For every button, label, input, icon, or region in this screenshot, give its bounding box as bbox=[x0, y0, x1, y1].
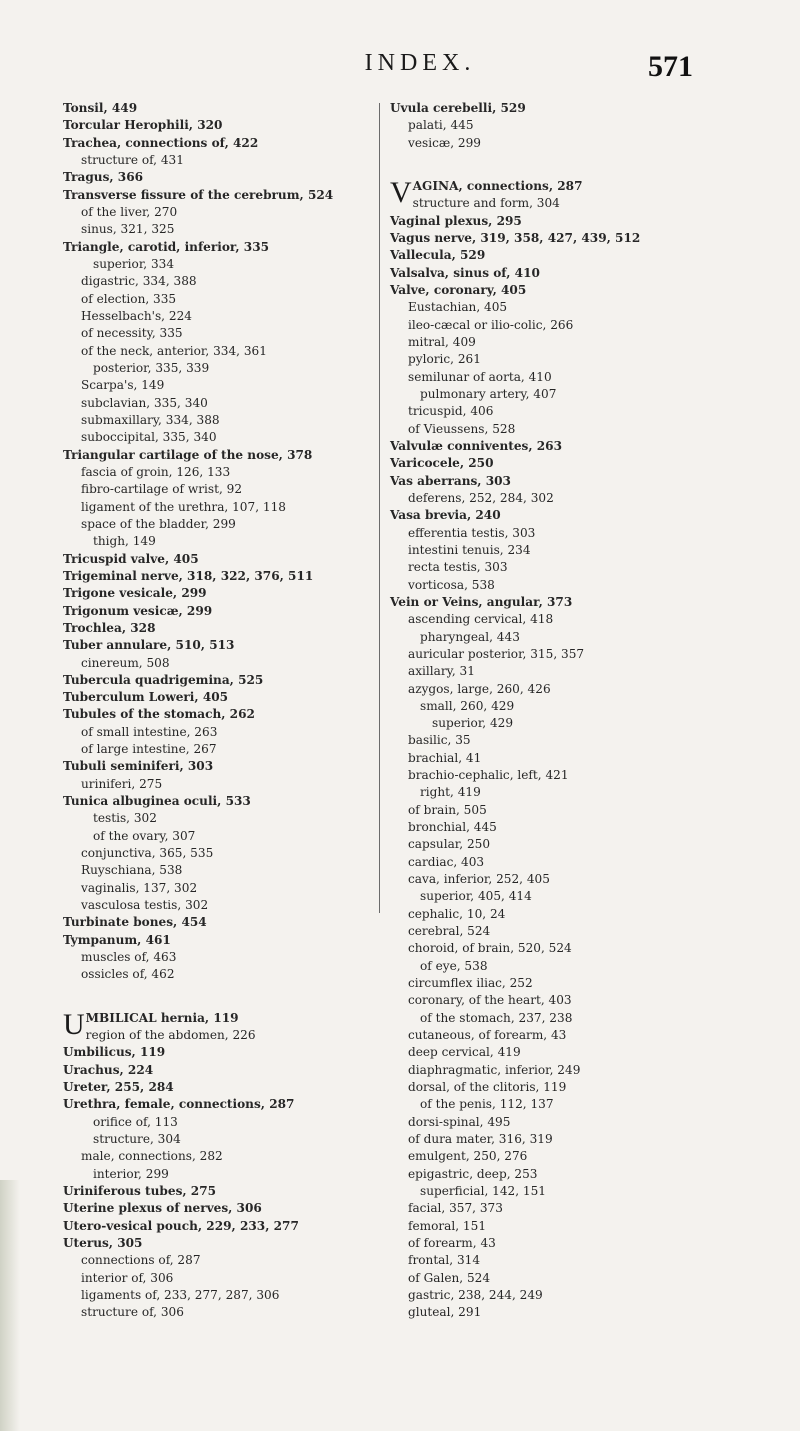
index-entry: Trachea, connections of, 422 bbox=[63, 135, 259, 150]
index-subentry: male, connections, 282 bbox=[81, 1149, 223, 1164]
index-subentry: bronchial, 445 bbox=[408, 820, 497, 835]
index-subentry: cephalic, 10, 24 bbox=[408, 906, 506, 921]
index-subentry: circumflex iliac, 252 bbox=[408, 976, 533, 991]
index-subentry: recta testis, 303 bbox=[408, 560, 508, 575]
index-subentry: superior, 334 bbox=[93, 256, 175, 271]
index-subentry: gluteal, 291 bbox=[408, 1305, 482, 1320]
index-subentry: vorticosa, 538 bbox=[408, 577, 495, 592]
index-subentry: azygos, large, 260, 426 bbox=[408, 681, 551, 696]
index-subentry: space of the bladder, 299 bbox=[81, 516, 236, 531]
index-subentry: cava, inferior, 252, 405 bbox=[408, 872, 550, 887]
index-subentry: of brain, 505 bbox=[408, 802, 487, 817]
index-subentry: dorsal, of the clitoris, 119 bbox=[408, 1080, 567, 1095]
index-subentry: cerebral, 524 bbox=[408, 924, 491, 939]
index-entry: Uvula cerebelli, 529 bbox=[390, 101, 526, 115]
index-subentry: brachial, 41 bbox=[408, 750, 482, 765]
index-subentry: of forearm, 43 bbox=[408, 1236, 496, 1250]
index-subentry: fascia of groin, 126, 133 bbox=[81, 464, 231, 479]
index-subentry: vasculosa testis, 302 bbox=[81, 898, 209, 913]
index-subentry: structure and form, 304 bbox=[412, 196, 560, 211]
index-entry: Tympanum, 461 bbox=[63, 932, 171, 947]
index-subentry: tricuspid, 406 bbox=[408, 404, 494, 419]
index-entry: Valvulæ conniventes, 263 bbox=[390, 438, 562, 453]
index-subentry: femoral, 151 bbox=[408, 1218, 487, 1233]
index-subentry: region of the abdomen, 226 bbox=[85, 1028, 256, 1043]
index-subentry: deep cervical, 419 bbox=[408, 1045, 521, 1060]
index-entry: Varicocele, 250 bbox=[390, 456, 494, 471]
index-entry: Vasa brevia, 240 bbox=[390, 508, 501, 523]
index-entry: Uterus, 305 bbox=[63, 1236, 143, 1250]
index-entry: Uriniferous tubes, 275 bbox=[63, 1184, 217, 1199]
index-subentry: submaxillary, 334, 388 bbox=[81, 412, 220, 427]
index-subentry: brachio-cephalic, left, 421 bbox=[408, 768, 569, 783]
index-subentry: pulmonary artery, 407 bbox=[420, 386, 557, 401]
index-subentry: facial, 357, 373 bbox=[408, 1201, 503, 1216]
index-subentry: right, 419 bbox=[420, 785, 481, 800]
index-subentry: ossicles of, 462 bbox=[81, 967, 175, 982]
index-entry: Utero-vesical pouch, 229, 233, 277 bbox=[63, 1218, 299, 1233]
index-subentry: superior, 405, 414 bbox=[420, 889, 532, 904]
index-subentry: gastric, 238, 244, 249 bbox=[408, 1287, 543, 1302]
index-entry: Umbilicus, 119 bbox=[63, 1045, 166, 1060]
index-entry: Triangle, carotid, inferior, 335 bbox=[63, 239, 270, 254]
index-subentry: ascending cervical, 418 bbox=[408, 612, 554, 627]
index-entry: Trigone vesicale, 299 bbox=[63, 586, 207, 601]
index-entry: Vallecula, 529 bbox=[390, 248, 486, 263]
index-subentry: of the penis, 112, 137 bbox=[420, 1097, 554, 1112]
index-subentry: Hesselbach's, 224 bbox=[81, 308, 192, 323]
drop-cap: U bbox=[63, 1007, 85, 1041]
drop-cap: V bbox=[390, 175, 412, 209]
index-entry: Urethra, female, connections, 287 bbox=[63, 1097, 295, 1112]
page-number: 571 bbox=[648, 50, 693, 83]
index-subentry: cinereum, 508 bbox=[81, 655, 170, 670]
index-entry: Torcular Herophili, 320 bbox=[63, 118, 223, 133]
index-subentry: subclavian, 335, 340 bbox=[81, 395, 208, 410]
index-subentry: of the ovary, 307 bbox=[93, 828, 196, 843]
index-subentry: semilunar of aorta, 410 bbox=[408, 369, 552, 384]
index-entry: Valsalva, sinus of, 410 bbox=[390, 265, 540, 280]
index-subentry: pharyngeal, 443 bbox=[420, 629, 520, 644]
index-subentry: of large intestine, 267 bbox=[81, 742, 217, 757]
index-subentry: emulgent, 250, 276 bbox=[408, 1149, 528, 1164]
index-subentry: structure, 304 bbox=[93, 1132, 181, 1147]
index-entry: Vas aberrans, 303 bbox=[390, 473, 511, 488]
index-subentry: cutaneous, of forearm, 43 bbox=[408, 1028, 567, 1043]
entry-text: MBILICAL hernia, 119 bbox=[85, 1010, 239, 1025]
index-entry: Vein or Veins, angular, 373 bbox=[390, 594, 573, 609]
running-title: INDEX. bbox=[364, 50, 476, 76]
index-subentry: epigastric, deep, 253 bbox=[408, 1166, 538, 1181]
index-entry: Trigeminal nerve, 318, 322, 376, 511 bbox=[63, 568, 314, 583]
index-entry: Transverse fissure of the cerebrum, 524 bbox=[63, 187, 334, 202]
index-subentry: suboccipital, 335, 340 bbox=[81, 430, 217, 445]
index-entry: Trochlea, 328 bbox=[63, 620, 156, 635]
index-entry: Uterine plexus of nerves, 306 bbox=[63, 1201, 262, 1216]
index-entry: Valve, coronary, 405 bbox=[390, 282, 527, 297]
index-subentry: ileo-cæcal or ilio-colic, 266 bbox=[408, 317, 574, 332]
index-entry: Tonsil, 449 bbox=[63, 101, 138, 115]
index-subentry: mitral, 409 bbox=[408, 334, 476, 349]
index-subentry: conjunctiva, 365, 535 bbox=[81, 846, 214, 861]
index-entry: Tunica albuginea oculi, 533 bbox=[63, 794, 251, 809]
index-subentry: axillary, 31 bbox=[408, 664, 475, 679]
index-subentry: of election, 335 bbox=[81, 291, 177, 306]
index-entry: Urachus, 224 bbox=[63, 1062, 154, 1077]
index-subentry: of Vieussens, 528 bbox=[408, 421, 516, 436]
index-subentry: capsular, 250 bbox=[408, 837, 491, 852]
running-head bbox=[0, 50, 800, 86]
index-subentry: ligaments of, 233, 277, 287, 306 bbox=[81, 1287, 280, 1302]
index-subentry: superior, 429 bbox=[432, 716, 514, 731]
index-entry: Triangular cartilage of the nose, 378 bbox=[63, 447, 313, 462]
index-subentry: Eustachian, 405 bbox=[408, 300, 508, 315]
index-subentry: of necessity, 335 bbox=[81, 326, 183, 341]
index-subentry: efferentia testis, 303 bbox=[408, 525, 536, 540]
index-entry: Tragus, 366 bbox=[63, 170, 144, 185]
index-subentry: interior of, 306 bbox=[81, 1270, 174, 1285]
index-subentry: of Galen, 524 bbox=[408, 1270, 491, 1285]
index-entry: Tuber annulare, 510, 513 bbox=[63, 638, 235, 653]
index-subentry: deferens, 252, 284, 302 bbox=[408, 490, 554, 505]
index-subentry: testis, 302 bbox=[93, 811, 157, 826]
index-subentry: of the liver, 270 bbox=[81, 204, 178, 219]
index-subentry: small, 260, 429 bbox=[420, 698, 515, 713]
index-subentry: auricular posterior, 315, 357 bbox=[408, 646, 585, 661]
index-subentry: uriniferi, 275 bbox=[81, 776, 163, 791]
index-subentry: ligament of the urethra, 107, 118 bbox=[81, 499, 286, 514]
index-subentry: dorsi-spinal, 495 bbox=[408, 1114, 511, 1129]
index-subentry: diaphragmatic, inferior, 249 bbox=[408, 1062, 581, 1077]
index-entry: Turbinate bones, 454 bbox=[63, 915, 207, 930]
entry-text: AGINA, connections, 287 bbox=[412, 178, 583, 193]
index-subentry: muscles of, 463 bbox=[81, 950, 177, 965]
index-entry: Vagus nerve, 319, 358, 427, 439, 512 bbox=[390, 230, 641, 245]
index-subentry: vaginalis, 137, 302 bbox=[81, 880, 198, 895]
index-subentry: structure of, 306 bbox=[81, 1305, 184, 1320]
index-entry: Tubercula quadrigemina, 525 bbox=[63, 672, 264, 687]
index-entry: Tubules of the stomach, 262 bbox=[63, 707, 255, 722]
index-subentry: orifice of, 113 bbox=[93, 1114, 178, 1129]
index-subentry: fibro-cartilage of wrist, 92 bbox=[81, 482, 243, 497]
section-gap bbox=[390, 152, 790, 178]
index-subentry: choroid, of brain, 520, 524 bbox=[408, 941, 572, 956]
index-subentry: superficial, 142, 151 bbox=[420, 1184, 547, 1199]
index-subentry: basilic, 35 bbox=[408, 733, 471, 748]
index-subentry: of eye, 538 bbox=[420, 958, 488, 973]
index-subentry: intestini tenuis, 234 bbox=[408, 542, 531, 557]
index-subentry: Scarpa's, 149 bbox=[81, 378, 165, 393]
index-subentry: frontal, 314 bbox=[408, 1253, 481, 1268]
index-entry: Trigonum vesicæ, 299 bbox=[63, 603, 213, 618]
index-subentry: of small intestine, 263 bbox=[81, 724, 218, 739]
index-subentry: interior, 299 bbox=[93, 1166, 169, 1181]
index-subentry: Ruyschiana, 538 bbox=[81, 863, 183, 878]
index-subentry: structure of, 431 bbox=[81, 152, 184, 167]
index-subentry: cardiac, 403 bbox=[408, 854, 485, 869]
index-column-right bbox=[390, 100, 790, 1322]
index-entry: Ureter, 255, 284 bbox=[63, 1080, 174, 1095]
page-edge-shadow bbox=[0, 1180, 20, 1431]
index-subentry: palati, 445 bbox=[408, 118, 474, 133]
index-entry: Vaginal plexus, 295 bbox=[390, 213, 522, 228]
index-subentry: posterior, 335, 339 bbox=[93, 360, 210, 375]
index-entry: Tubuli seminiferi, 303 bbox=[63, 759, 214, 774]
index-entry: Tricuspid valve, 405 bbox=[63, 551, 199, 566]
index-subentry: vesicæ, 299 bbox=[408, 135, 481, 150]
index-subentry: digastric, 334, 388 bbox=[81, 274, 197, 289]
index-subentry: thigh, 149 bbox=[93, 534, 156, 549]
index-subentry: of dura mater, 316, 319 bbox=[408, 1132, 553, 1147]
index-subentry: pyloric, 261 bbox=[408, 352, 481, 367]
index-subentry: of the stomach, 237, 238 bbox=[420, 1010, 573, 1025]
index-subentry: coronary, of the heart, 403 bbox=[408, 993, 572, 1008]
index-subentry: sinus, 321, 325 bbox=[81, 222, 175, 237]
index-entry: Tuberculum Loweri, 405 bbox=[63, 690, 229, 705]
index-subentry: of the neck, anterior, 334, 361 bbox=[81, 343, 267, 358]
index-subentry: connections of, 287 bbox=[81, 1253, 201, 1268]
